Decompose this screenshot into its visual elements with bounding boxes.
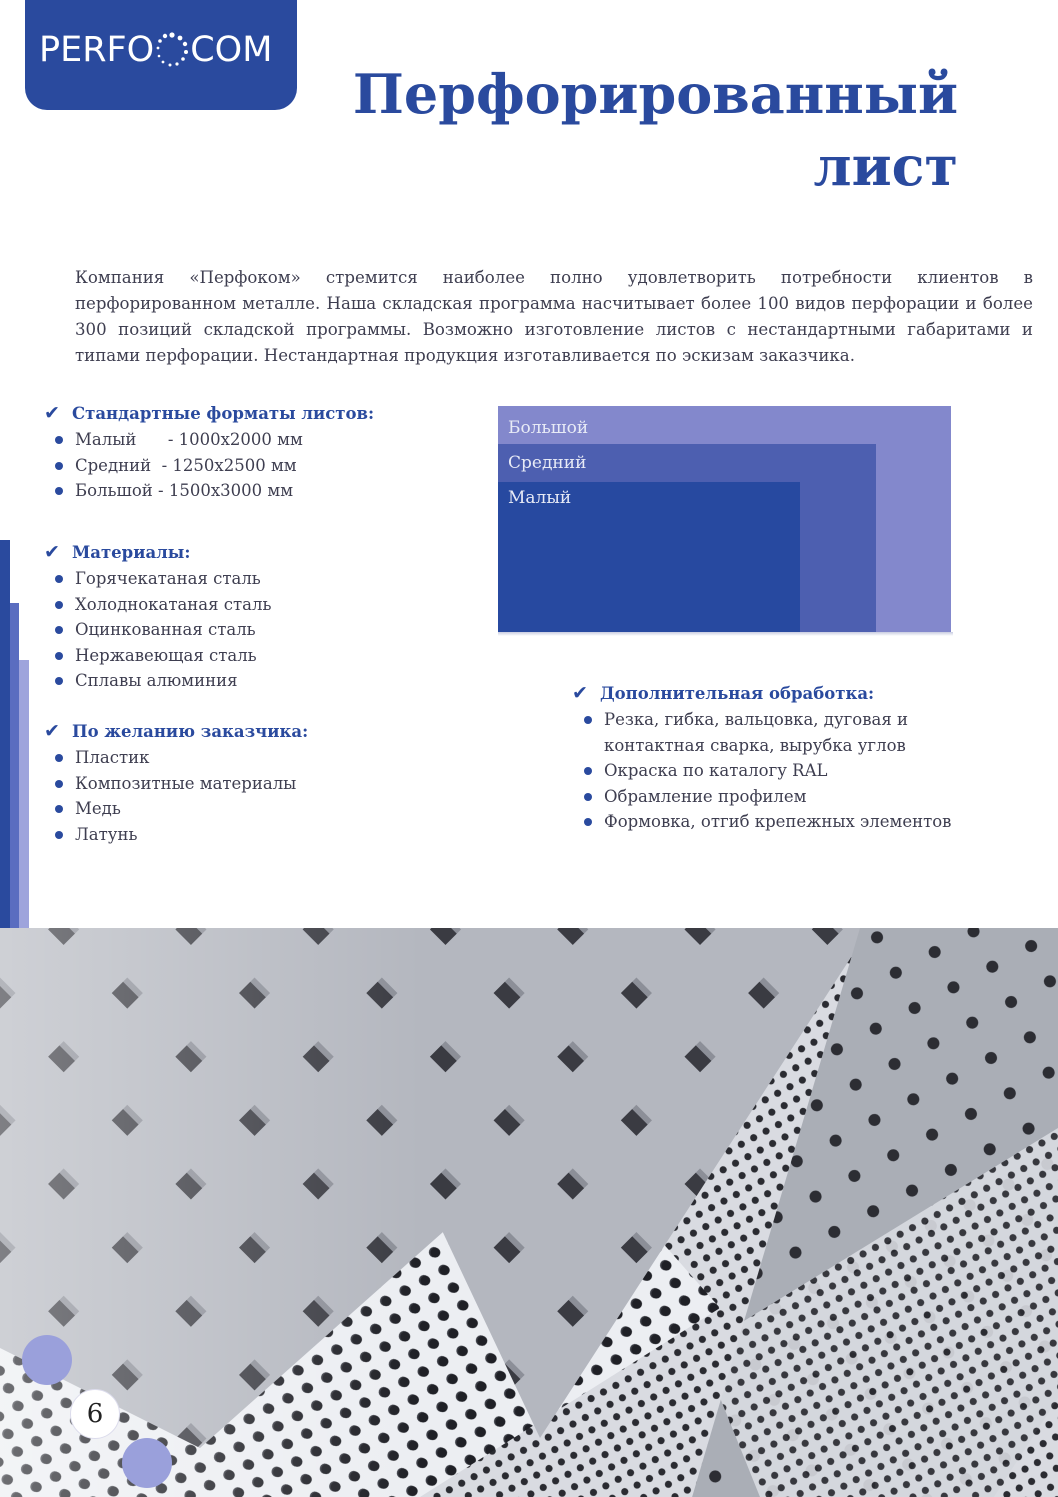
bullet-icon bbox=[584, 793, 592, 801]
list-item: Формовка, отгиб крепежных элементов bbox=[584, 809, 1012, 835]
logo bbox=[25, 0, 297, 110]
list-item: Пластик bbox=[55, 745, 308, 771]
list-item: Латунь bbox=[55, 822, 308, 848]
materials-list bbox=[55, 566, 271, 694]
check-icon: ✔ bbox=[44, 720, 60, 742]
bullet-icon bbox=[55, 626, 63, 634]
custom-list bbox=[55, 745, 308, 847]
page-title bbox=[353, 58, 958, 202]
list-item: Горячекатаная сталь bbox=[55, 566, 271, 592]
bullet-icon bbox=[584, 716, 592, 724]
decor-circle-top bbox=[22, 1335, 72, 1385]
bullet-icon bbox=[55, 831, 63, 839]
formats-list bbox=[55, 427, 374, 504]
bullet-icon bbox=[55, 677, 63, 685]
list-item: Большой - 1500х3000 мм bbox=[55, 478, 374, 504]
processing-section bbox=[572, 680, 1012, 835]
materials-section bbox=[44, 539, 271, 694]
bullet-icon bbox=[584, 767, 592, 775]
bullet-icon bbox=[55, 780, 63, 788]
big-format-label: Большой bbox=[508, 418, 589, 438]
bullet-icon bbox=[55, 805, 63, 813]
perforated-metal-photo bbox=[0, 928, 1058, 1497]
bullet-icon bbox=[55, 575, 63, 583]
custom-section bbox=[44, 718, 308, 847]
list-item: Малый - 1000х2000 мм bbox=[55, 427, 374, 453]
list-item: Сплавы алюминия bbox=[55, 668, 271, 694]
formats-section bbox=[44, 400, 374, 504]
materials-heading: ✔ Материалы: bbox=[44, 541, 191, 563]
bullet-icon bbox=[55, 462, 63, 470]
sheet-size-diagram bbox=[498, 406, 953, 635]
logo-text-left: PERFO bbox=[39, 30, 155, 70]
processing-heading: ✔ Дополнительная обработка: bbox=[572, 682, 875, 704]
check-icon: ✔ bbox=[572, 682, 588, 704]
title-line-1: Перфорированный bbox=[352, 62, 958, 126]
list-item: Нержавеющая сталь bbox=[55, 643, 271, 669]
small-format-rect bbox=[498, 482, 800, 634]
title-line-2: лист bbox=[813, 134, 958, 198]
bullet-icon bbox=[584, 818, 592, 826]
bullet-icon bbox=[55, 601, 63, 609]
list-item: Обрамление профилем bbox=[584, 784, 1012, 810]
page-number: 6 bbox=[70, 1389, 120, 1439]
bullet-icon bbox=[55, 652, 63, 660]
list-item: Композитные материалы bbox=[55, 771, 308, 797]
custom-heading: ✔ По желанию заказчика: bbox=[44, 720, 309, 742]
intro-paragraph: Компания «Перфоком» стремится наиболее полно удовлетворить потребности клиентов в перфорированном металле. Наша складская программа насчитывает более 100 видов перфорации и более 300 позиций складской программы. Возможно изготовление листов с нестандартными габаритами и типами перфорации. Нестандартная продукция изготавливается по эскизам заказчика. bbox=[75, 268, 1033, 365]
small-format-label: Малый bbox=[508, 488, 572, 508]
list-item: Оцинкованная сталь bbox=[55, 617, 271, 643]
list-item: Резка, гибка, вальцовка, дуговая и контактная сварка, вырубка углов bbox=[584, 707, 1012, 758]
list-item: Окраска по каталогу RAL bbox=[584, 758, 1012, 784]
bullet-icon bbox=[55, 436, 63, 444]
dots-ring-icon bbox=[154, 30, 190, 70]
check-icon: ✔ bbox=[44, 402, 60, 424]
medium-format-label: Средний bbox=[508, 453, 587, 473]
formats-heading: ✔ Стандартные форматы листов: bbox=[44, 402, 375, 424]
list-item: Медь bbox=[55, 796, 308, 822]
decor-circle-bottom bbox=[122, 1438, 172, 1488]
bullet-icon bbox=[55, 487, 63, 495]
list-item: Холоднокатаная сталь bbox=[55, 592, 271, 618]
diagram-shadow bbox=[498, 632, 953, 636]
list-item: Средний - 1250х2500 мм bbox=[55, 453, 374, 479]
logo-text-right: COM bbox=[190, 30, 273, 70]
check-icon: ✔ bbox=[44, 541, 60, 563]
processing-list bbox=[584, 707, 1012, 835]
bullet-icon bbox=[55, 754, 63, 762]
